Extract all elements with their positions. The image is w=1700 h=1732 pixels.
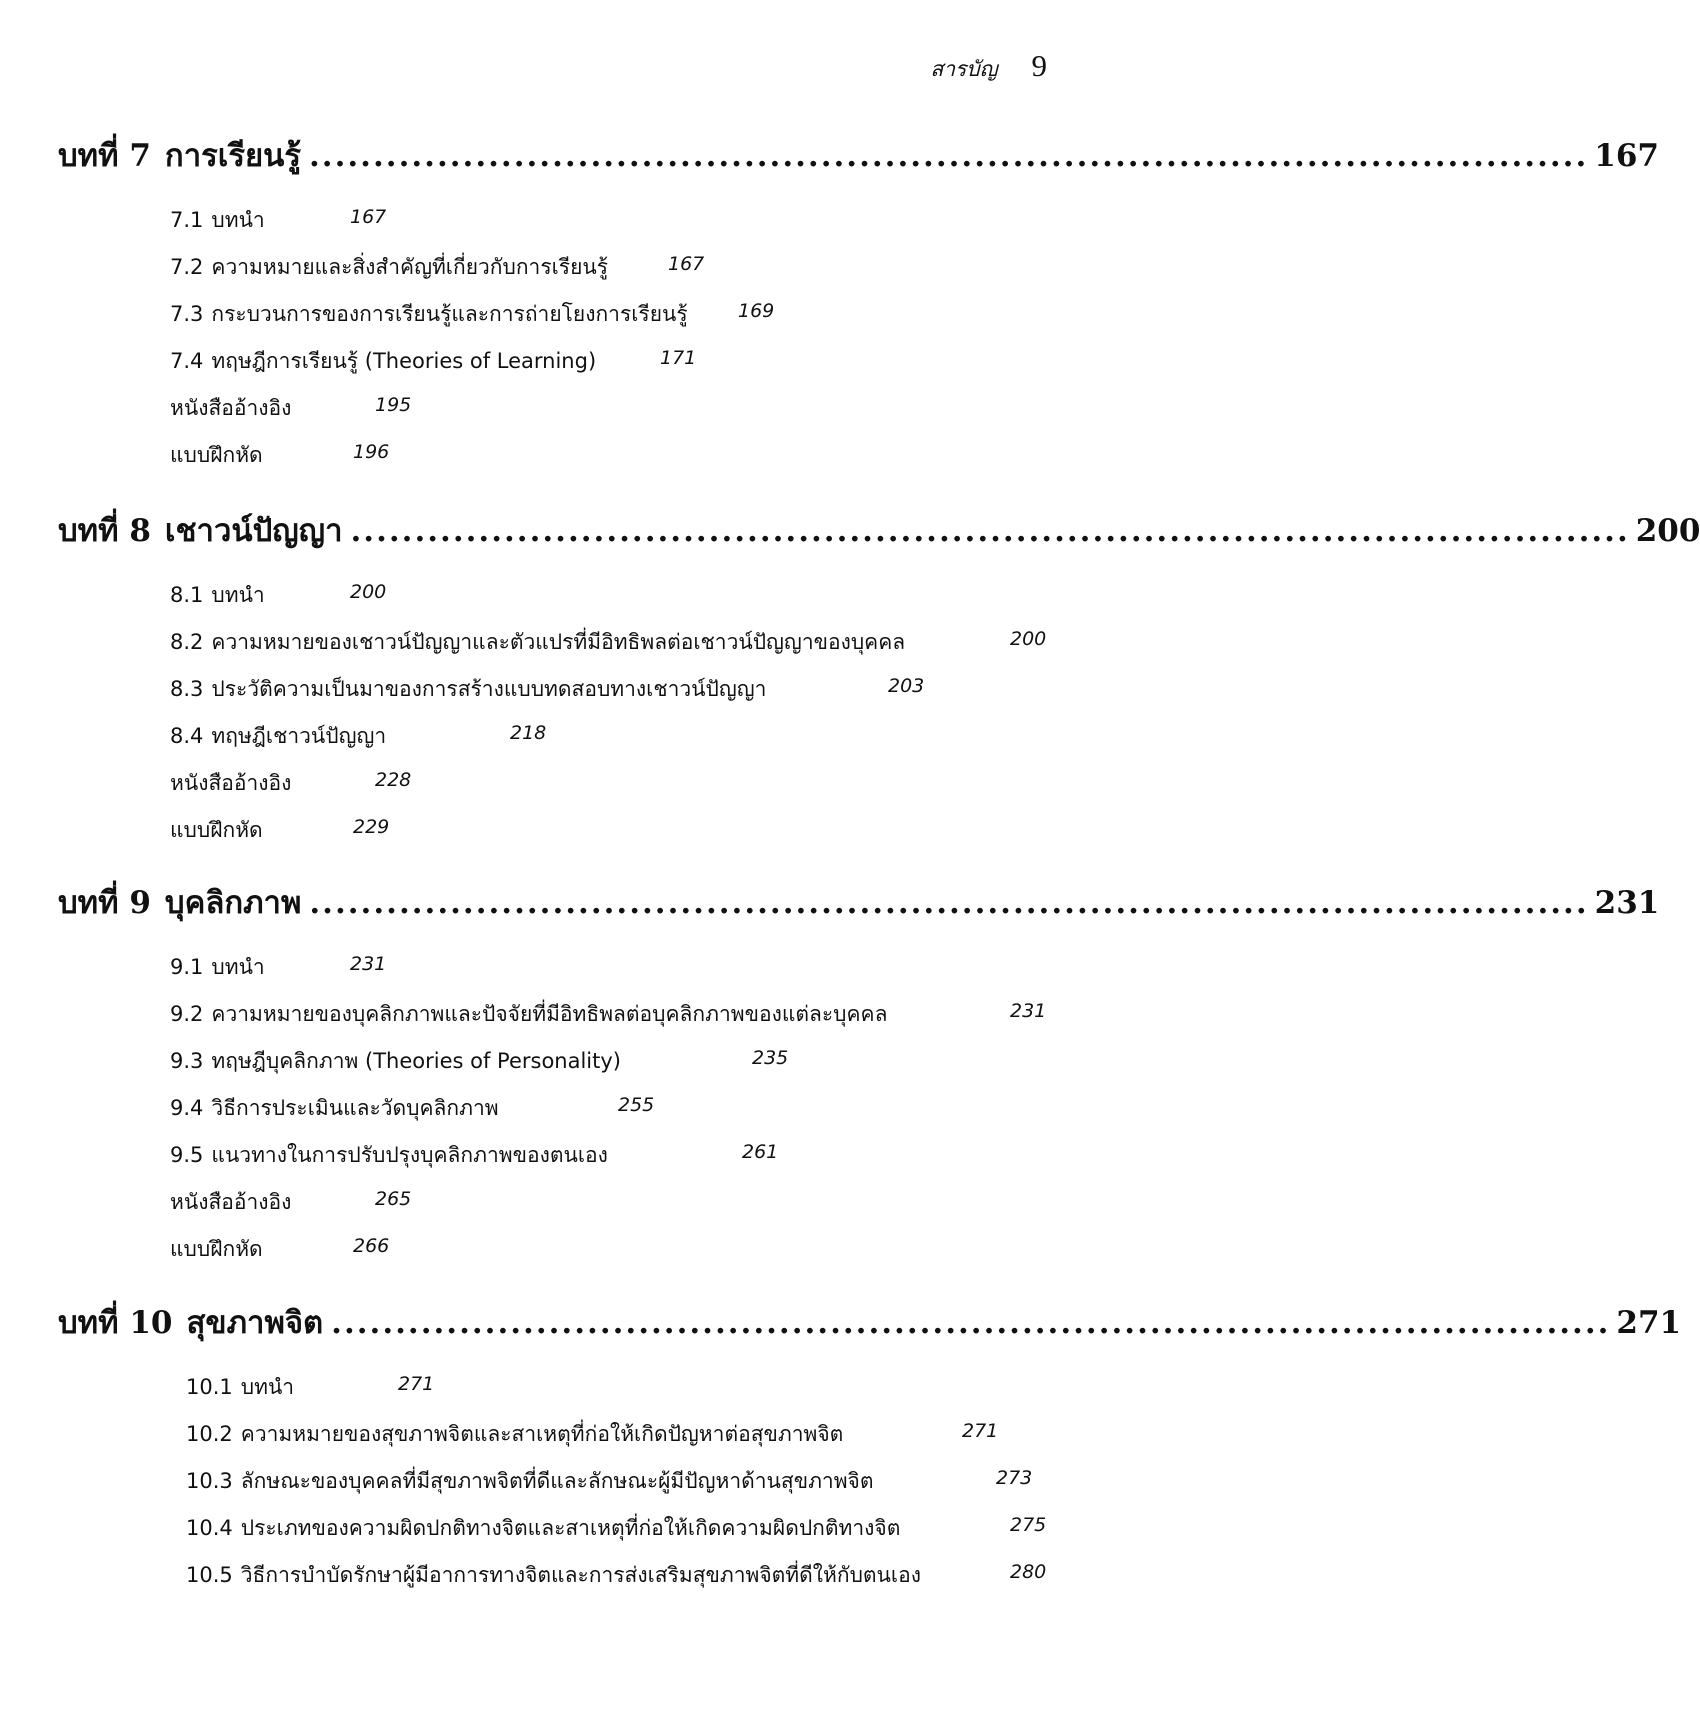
chapter-page: 200 (1635, 513, 1700, 549)
chapter-page: 231 (1594, 885, 1660, 921)
chapter-entries (58, 579, 1048, 861)
chapter-label: บทที่ 8 (58, 513, 151, 549)
entry-title: ทฤษฎีการเรียนรู้ (Theories of Learning) (211, 349, 597, 373)
chapter-entries (58, 204, 1048, 486)
entry-page: 273 (996, 1467, 1033, 1489)
entry-number: 9.2 (170, 1002, 204, 1026)
toc-entry[interactable] (170, 579, 1048, 626)
entry-page: 229 (353, 816, 390, 838)
toc-entry[interactable] (186, 1418, 1048, 1465)
entry-title: ประเภทของความผิดปกติทางจิตและสาเหตุที่ก่อให้เกิดความผิดปกติทางจิต (240, 1516, 901, 1540)
entry-title: วิธีการประเมินและวัดบุคลิกภาพ (211, 1096, 499, 1120)
entry-page: 261 (742, 1141, 779, 1163)
chapter-7 (58, 130, 1659, 486)
toc-entry[interactable] (170, 1092, 1048, 1139)
entry-page: 231 (1010, 1000, 1047, 1022)
toc-entry[interactable] (186, 1559, 1048, 1606)
entry-page: 169 (738, 300, 775, 322)
entry-number: 9.1 (170, 955, 204, 979)
toc-entry[interactable] (170, 720, 1048, 767)
entry-title: บทนำ (240, 1375, 295, 1399)
entry-page: 266 (353, 1235, 390, 1257)
entry-title: แบบฝึกหัด (170, 443, 263, 467)
page-number: 9 (1031, 48, 1047, 83)
toc-entry[interactable] (170, 998, 1048, 1045)
entry-title: หนังสืออ้างอิง (170, 1190, 292, 1214)
entry-title: ความหมายและสิ่งสำคัญที่เกี่ยวกับการเรียนรู้ (211, 255, 609, 279)
entry-title: ลักษณะของบุคคลที่มีสุขภาพจิตที่ดีและลักษณะผู้มีปัญหาด้านสุขภาพจิต (240, 1469, 874, 1493)
dot-leader: .................................................................................................... (350, 513, 1630, 549)
entry-title: กระบวนการของการเรียนรู้และการถ่ายโยงการเรียนรู้ (211, 302, 688, 326)
entry-title: ความหมายของบุคลิกภาพและปัจจัยที่มีอิทธิพลต่อบุคลิกภาพของแต่ละบุคคล (211, 1002, 888, 1026)
entry-number: 10.4 (186, 1516, 233, 1540)
entry-title: บทนำ (211, 208, 265, 232)
entry-page: 235 (752, 1047, 789, 1069)
entry-page: 167 (350, 206, 387, 228)
entry-title: ความหมายของสุขภาพจิตและสาเหตุที่ก่อให้เกิดปัญหาต่อสุขภาพจิต (240, 1422, 844, 1446)
toc-entry[interactable] (170, 767, 1048, 814)
entry-number: 8.1 (170, 583, 204, 607)
toc-entry[interactable] (170, 951, 1048, 998)
entry-number: 7.3 (170, 302, 204, 326)
chapter-title: สุขภาพจิต (186, 1305, 324, 1341)
entry-title: บทนำ (211, 583, 265, 607)
chapter-heading[interactable] (58, 877, 1660, 929)
entry-number: 8.2 (170, 630, 204, 654)
chapter-page: 167 (1594, 138, 1659, 174)
dot-leader: .................................................................................................... (309, 138, 1589, 174)
chapter-heading[interactable] (58, 130, 1659, 182)
entry-title: ประวัติความเป็นมาของการสร้างแบบทดสอบทางเชาวน์ปัญญา (211, 677, 767, 701)
toc-entry[interactable] (170, 251, 1048, 298)
entry-title: วิธีการบำบัดรักษาผู้มีอาการทางจิตและการส่งเสริมสุขภาพจิตที่ดีให้กับตนเอง (240, 1563, 921, 1587)
toc-entry[interactable] (170, 814, 1048, 861)
toc-entry[interactable] (170, 673, 1048, 720)
toc-entry[interactable] (170, 1139, 1048, 1186)
toc-entry[interactable] (170, 392, 1048, 439)
toc-entry[interactable] (170, 439, 1048, 486)
entry-title: แนวทางในการปรับปรุงบุคลิกภาพของตนเอง (211, 1143, 608, 1167)
entry-page: 231 (350, 953, 387, 975)
toc-entry[interactable] (170, 626, 1048, 673)
entry-page: 275 (1010, 1514, 1047, 1536)
entry-title: แบบฝึกหัด (170, 1237, 263, 1261)
toc-entry[interactable] (170, 1045, 1048, 1092)
entry-number: 10.5 (186, 1563, 233, 1587)
chapter-heading[interactable] (58, 505, 1700, 557)
toc-entry[interactable] (170, 204, 1048, 251)
entry-number: 9.3 (170, 1049, 204, 1073)
chapter-page: 271 (1616, 1305, 1682, 1341)
entry-page: 203 (888, 675, 925, 697)
toc-entry[interactable] (186, 1512, 1048, 1559)
dot-leader: .................................................................................................... (309, 885, 1589, 921)
entry-title: แบบฝึกหัด (170, 818, 263, 842)
toc-entry[interactable] (170, 1233, 1048, 1280)
entry-number: 7.2 (170, 255, 204, 279)
chapter-label: บทที่ 10 (58, 1305, 173, 1341)
entry-number: 10.2 (186, 1422, 233, 1446)
entry-number: 8.3 (170, 677, 204, 701)
entry-number: 9.5 (170, 1143, 204, 1167)
entry-page: 200 (1010, 628, 1047, 650)
running-head-title: สารบัญ (930, 57, 998, 81)
entry-page: 218 (510, 722, 547, 744)
chapter-title: บุคลิกภาพ (164, 885, 302, 921)
entry-page: 171 (660, 347, 697, 369)
entry-page: 280 (1010, 1561, 1047, 1583)
entry-title: หนังสืออ้างอิง (170, 771, 292, 795)
entry-title: ทฤษฎีบุคลิกภาพ (Theories of Personality) (211, 1049, 621, 1073)
running-head (930, 48, 1047, 86)
entry-number: 10.1 (186, 1375, 233, 1399)
entry-page: 196 (353, 441, 390, 463)
entry-page: 200 (350, 581, 387, 603)
entry-page: 271 (398, 1373, 435, 1395)
chapter-10 (58, 1297, 1682, 1606)
chapter-label: บทที่ 9 (58, 885, 151, 921)
chapter-8 (58, 505, 1700, 861)
dot-leader: .................................................................................................... (331, 1305, 1611, 1341)
entry-number: 7.1 (170, 208, 204, 232)
entry-page: 255 (618, 1094, 655, 1116)
chapter-label: บทที่ 7 (58, 138, 151, 174)
entry-page: 195 (375, 394, 412, 416)
entry-title: หนังสืออ้างอิง (170, 396, 292, 420)
chapter-title: การเรียนรู้ (164, 138, 302, 174)
entry-number: 10.3 (186, 1469, 233, 1493)
entry-title: ทฤษฎีเชาวน์ปัญญา (211, 724, 387, 748)
chapter-9 (58, 877, 1660, 1280)
entry-page: 228 (375, 769, 412, 791)
toc-entry[interactable] (170, 1186, 1048, 1233)
chapter-heading[interactable] (58, 1297, 1682, 1349)
chapter-title: เชาวน์ปัญญา (164, 513, 343, 549)
toc-entry[interactable] (186, 1465, 1048, 1512)
toc-entry[interactable] (170, 298, 1048, 345)
entry-number: 8.4 (170, 724, 204, 748)
entry-number: 7.4 (170, 349, 204, 373)
entry-page: 167 (668, 253, 705, 275)
toc-entry[interactable] (186, 1371, 1048, 1418)
chapter-entries (58, 951, 1048, 1280)
entry-title: บทนำ (211, 955, 265, 979)
entry-number: 9.4 (170, 1096, 204, 1120)
toc-entry[interactable] (170, 345, 1048, 392)
entry-page: 271 (962, 1420, 999, 1442)
entry-page: 265 (375, 1188, 412, 1210)
chapter-entries (58, 1371, 1048, 1606)
entry-title: ความหมายของเชาวน์ปัญญาและตัวแปรที่มีอิทธิพลต่อเชาวน์ปัญญาของบุคคล (211, 630, 906, 654)
